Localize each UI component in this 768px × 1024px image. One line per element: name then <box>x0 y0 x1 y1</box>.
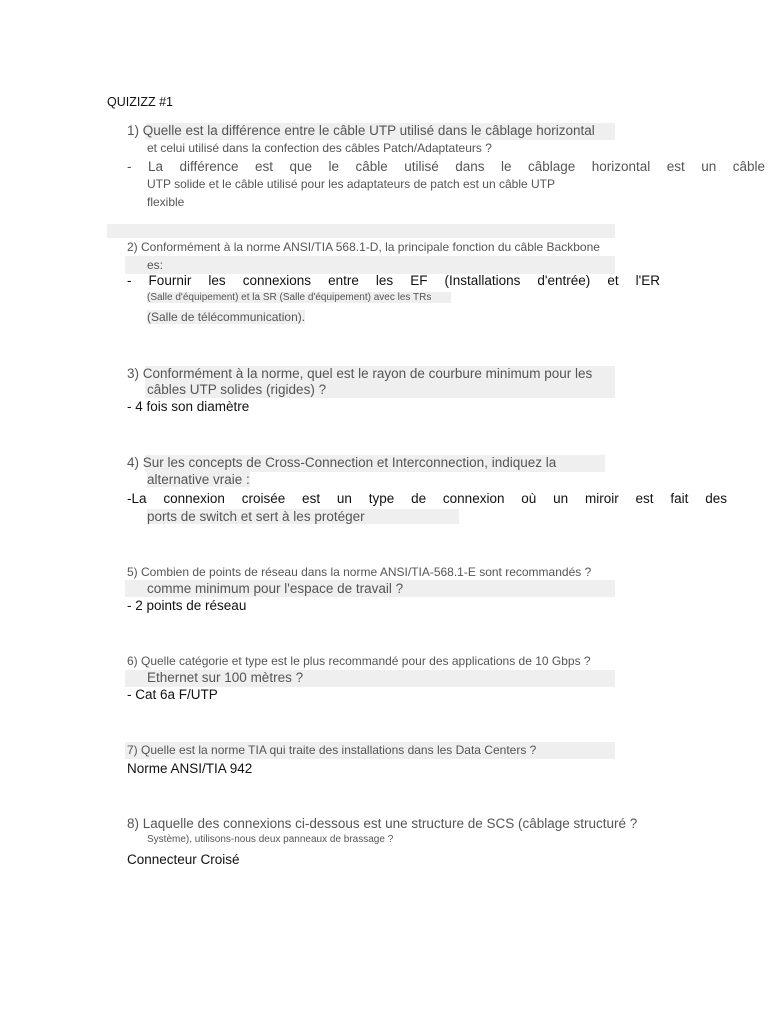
answer-4-line-1: -La connexion croisée est un type de connexion où un miroir est fait des <box>127 491 727 506</box>
question-7-line-1: 7) Quelle est la norme TIA qui traite des installations dans les Data Centers ? <box>127 743 537 757</box>
answer-8: Connecteur Croisé <box>127 852 240 867</box>
answer-5: - 2 points de réseau <box>127 598 247 613</box>
question-6-line-2: Ethernet sur 100 mètres ? <box>147 670 304 685</box>
question-3-line-2: câbles UTP solides (rigides) ? <box>147 382 327 397</box>
question-6-line-1: 6) Quelle catégorie et type est le plus recommandé pour des applications de 10 Gbps ? <box>127 654 591 668</box>
answer-3: - 4 fois son diamètre <box>127 399 250 414</box>
highlight-band <box>107 224 615 238</box>
answer-1-line-1: - La différence est que le câble utilisé dans le câblage horizontal est un câble <box>127 159 765 174</box>
question-4-line-1: 4) Sur les concepts de Cross-Connection et Interconnection, indiquez la <box>127 455 557 470</box>
highlight-band <box>125 256 615 274</box>
question-1-line-2: et celui utilisé dans la confection des câbles Patch/Adaptateurs ? <box>147 141 492 155</box>
answer-2-line-3: (Salle de télécommunication). <box>147 310 306 324</box>
question-5-line-2: comme minimum pour l'espace de travail ? <box>147 581 404 596</box>
question-1-line-1: 1) Quelle est la différence entre le câble UTP utilisé dans le câblage horizontal <box>127 123 595 138</box>
document-title: QUIZIZZ #1 <box>107 95 173 109</box>
question-4-line-2: alternative vraie : <box>147 472 250 487</box>
answer-1-line-2: UTP solide et le câble utilisé pour les adaptateurs de patch est un câble UTP <box>147 177 556 191</box>
answer-2-line-1: - Fournir les connexions entre les EF (Installations d'entrée) et l'ER <box>127 273 660 288</box>
question-2-line-2: es: <box>147 258 164 272</box>
question-8-line-1: 8) Laquelle des connexions ci-dessous est une structure de SCS (câblage structuré ? <box>127 816 638 831</box>
answer-2-line-2: (Salle d'équipement) et la SR (Salle d'équipement) avec les TRs <box>147 292 451 303</box>
answer-7: Norme ANSI/TIA 942 <box>127 761 253 776</box>
question-2-line-1: 2) Conformément à la norme ANSI/TIA 568.1-D, la principale fonction du câble Backbone <box>127 240 600 254</box>
question-3-line-1: 3) Conformément à la norme, quel est le rayon de courbure minimum pour les <box>127 366 593 381</box>
answer-6: - Cat 6a F/UTP <box>127 687 218 702</box>
question-5-line-1: 5) Combien de points de réseau dans la norme ANSI/TIA-568.1-E sont recommandés ? <box>127 565 592 579</box>
answer-4-line-2: ports de switch et sert à les protéger <box>147 509 459 524</box>
answer-1-line-3: flexible <box>147 195 185 209</box>
question-8-line-2: Système), utilisons-nous deux panneaux de brassage ? <box>147 834 394 845</box>
